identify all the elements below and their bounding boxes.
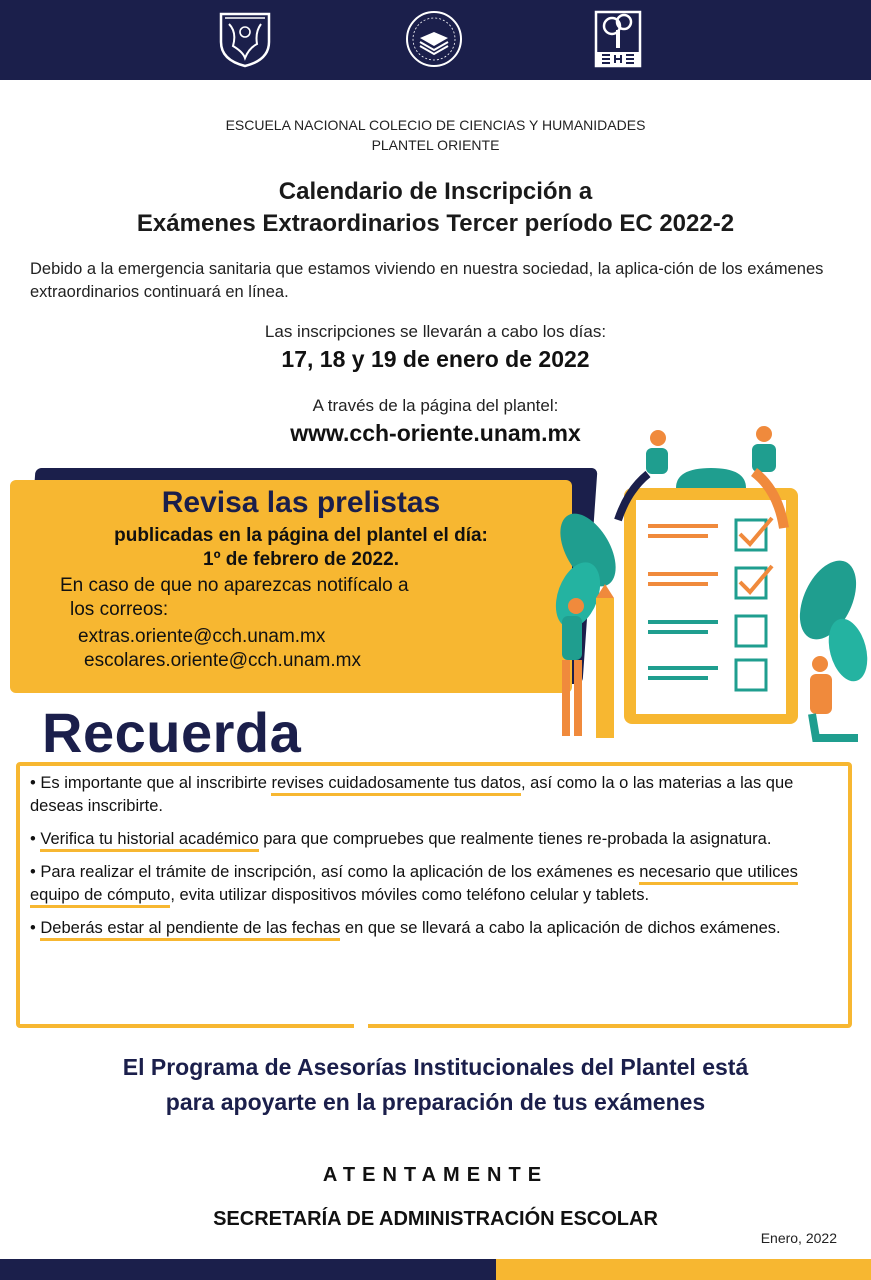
reminder-text: para que compruebes que realmente tienes re-probada la asignatura. bbox=[258, 830, 772, 848]
prelists-notice-line2: los correos: bbox=[70, 599, 169, 620]
prelists-title: Revisa las prelistas bbox=[161, 486, 441, 519]
website-label: A través de la página del plantel: bbox=[312, 396, 559, 415]
office-signature: SECRETARÍA DE ADMINISTRACIÓN ESCOLAR bbox=[213, 1208, 658, 1230]
reminder-highlight: necesario que utilices equipo de cómputo bbox=[30, 863, 798, 908]
advisory-program-note bbox=[0, 1050, 871, 1120]
intro-paragraph: Debido a la emergencia sanitaria que estamos viviendo en nuestra sociedad, la aplica-ción de los exámenes extraordinarios continuará en línea. bbox=[30, 260, 824, 301]
reminder-item bbox=[30, 861, 842, 907]
cch-logo-icon bbox=[588, 8, 648, 70]
website-link[interactable]: www.cch-oriente.unam.mx bbox=[290, 420, 581, 446]
reminder-text: • Es importante que al inscribirte bbox=[30, 774, 272, 792]
issue-date: Enero, 2022 bbox=[760, 1230, 837, 1246]
email-escolares[interactable]: escolares.oriente@cch.unam.mx bbox=[84, 650, 361, 671]
reminder-box-gap bbox=[354, 1022, 368, 1032]
prelists-sub-line2: 1º de febrero de 2022. bbox=[203, 549, 399, 570]
colegio-ciencias-humanidades-seal-icon bbox=[404, 8, 464, 70]
registration-days-label: Las inscripciones se llevarán a cabo los días: bbox=[264, 322, 607, 341]
registration-days: 17, 18 y 19 de enero de 2022 bbox=[281, 346, 590, 372]
prelists-sub-line1: publicadas en la página del plantel el día: bbox=[114, 525, 488, 546]
page-title bbox=[0, 176, 871, 240]
title-line1: Calendario de Inscripción a bbox=[278, 178, 593, 205]
school-name-line1: ESCUELA NACIONAL COLECIO DE CIENCIAS Y HUMANIDADES bbox=[225, 117, 646, 133]
reminder-item bbox=[30, 828, 842, 851]
reminder-text: , evita utilizar dispositivos móviles como teléfono celular y tablets. bbox=[170, 886, 650, 904]
program-line1: El Programa de Asesorías Institucionales del Plantel está bbox=[122, 1054, 749, 1080]
prelists-box bbox=[10, 480, 572, 693]
reminder-item bbox=[30, 772, 842, 818]
school-name bbox=[0, 115, 871, 155]
header-bar bbox=[0, 0, 871, 80]
prelists-notice bbox=[60, 574, 580, 622]
reminder-text: en que se llevará a cabo la aplicación de dichos exámenes. bbox=[340, 919, 781, 937]
email-extras[interactable]: extras.oriente@cch.unam.mx bbox=[78, 626, 326, 647]
reminder-highlight: revises cuidadosamente tus datos bbox=[271, 774, 520, 796]
reminder-highlight: Verifica tu historial académico bbox=[40, 830, 258, 852]
reminder-text: • Para realizar el trámite de inscripción, así como la aplicación de los exámenes es bbox=[30, 863, 640, 881]
footer-bar-yellow bbox=[496, 1259, 871, 1280]
reminder-text: , así como la o las materias a las que deseas inscribirte. bbox=[30, 774, 794, 815]
reminder-text: • bbox=[30, 830, 41, 848]
reminder-item bbox=[30, 917, 842, 940]
checklist-illustration bbox=[548, 420, 868, 750]
reminder-highlight: Deberás estar al pendiente de las fechas bbox=[40, 919, 340, 941]
reminder-text: • bbox=[30, 919, 41, 937]
unam-shield-icon bbox=[215, 8, 275, 70]
school-name-line2: PLANTEL ORIENTE bbox=[371, 137, 500, 153]
prelists-notice-line1: En caso de que no aparezcas notifícalo a bbox=[60, 575, 409, 596]
reminder-heading: Recuerda bbox=[42, 701, 302, 764]
reminder-list bbox=[30, 772, 842, 950]
program-line2: para apoyarte en la preparación de tus exámenes bbox=[165, 1089, 706, 1115]
title-line2: Exámenes Extraordinarios Tercer período EC 2022-2 bbox=[136, 210, 735, 237]
footer-bar-navy bbox=[0, 1259, 496, 1280]
prelists-subtitle bbox=[10, 524, 592, 572]
regards-heading: ATENTAMENTE bbox=[322, 1164, 549, 1186]
